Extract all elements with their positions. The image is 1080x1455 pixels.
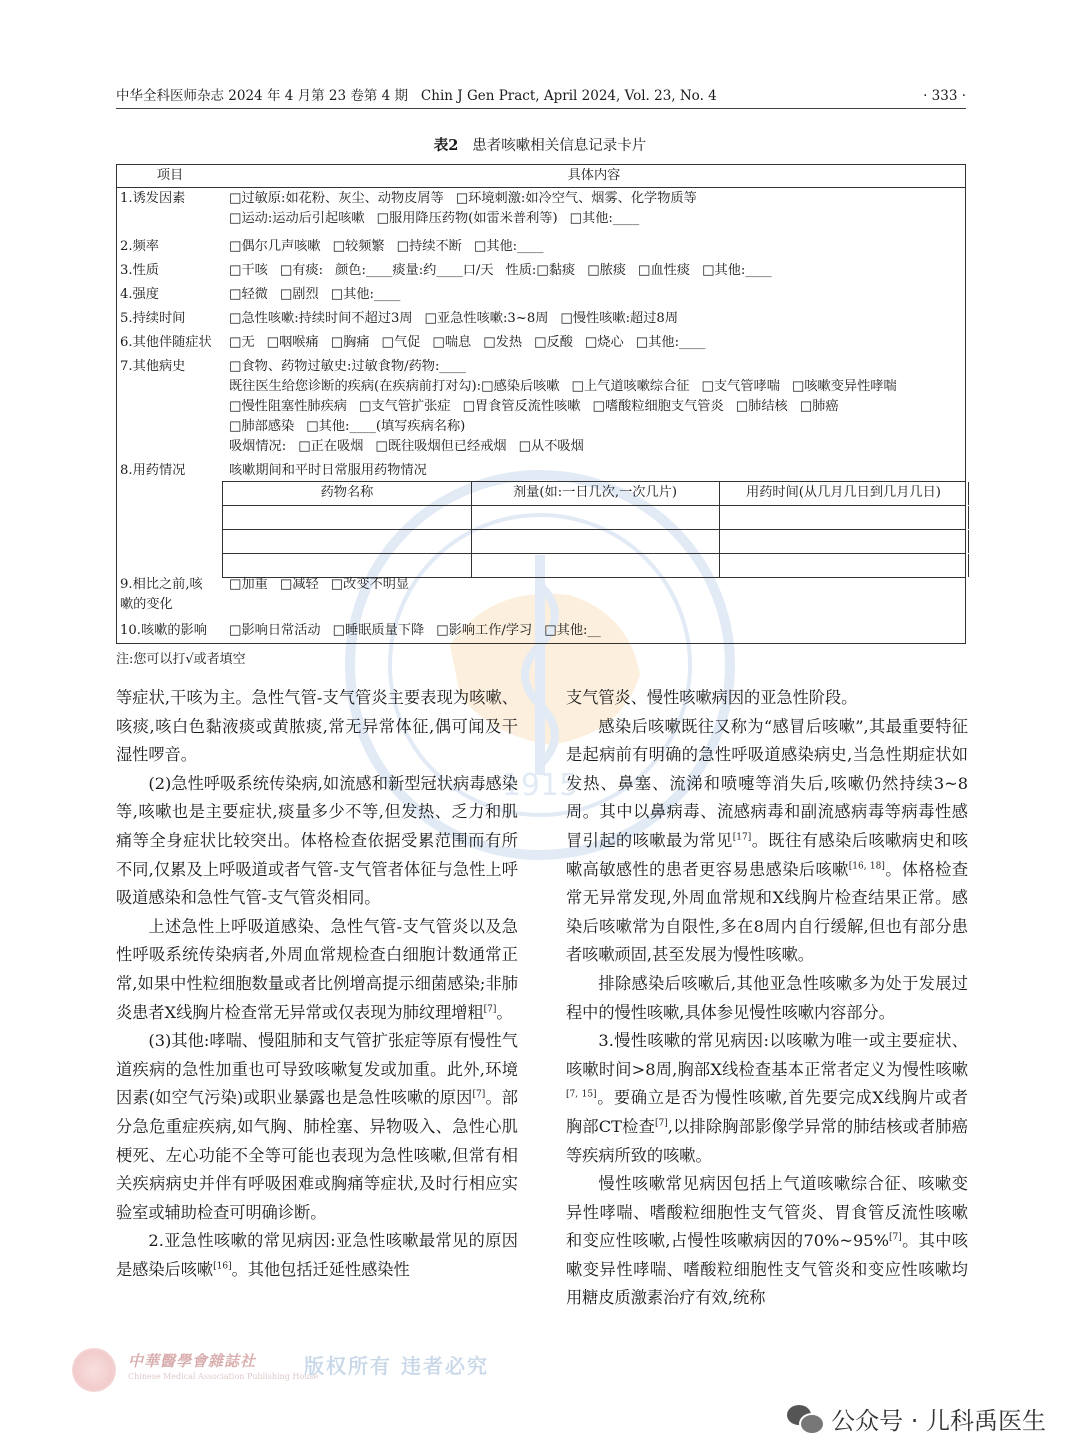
- paragraph-text: (2)急性呼吸系统传染病,如流感和新型冠状病毒感染等,咳嗽也是主要症状,痰量多少不等,但发热、乏力和肌痛等全身症状比较突出。体格检查依据受累范围而有所不同,仅累及上呼吸道或者气管-支气管者体征与急性上呼吸道感染和急性气管-支气管炎相同。: [116, 773, 518, 908]
- row-content: [229, 189, 959, 229]
- checkbox-option[interactable]: □改变不明显: [330, 577, 410, 592]
- checkbox-option[interactable]: □胃食管反流性咳嗽: [462, 399, 581, 414]
- medication-input-cell[interactable]: [471, 530, 720, 553]
- checkbox-option[interactable]: □食物、药物过敏史:过敏食物/药物:____: [229, 359, 466, 374]
- paragraph-text: 感染后咳嗽既往又称为“感冒后咳嗽”,其最重要特征是起病前有明确的急性呼吸道感染病史,当急性期症状如发热、鼻塞、流涕和喷嚏等消失后,咳嗽仍然持续3~8周。其中以鼻病毒、流感病毒和副流感病毒等病毒性感冒引起的咳嗽最为常见: [566, 716, 968, 850]
- checkbox-option[interactable]: □肺部感染: [229, 419, 295, 434]
- paragraph-text: 。体格检查常无异常发现,外周血常规和X线胸片检查结果正常。感染后咳嗽常为自限性,多在8周内自行缓解,但也有部分患者咳嗽顽固,甚至发展为慢性咳嗽。: [566, 859, 969, 965]
- checkbox-option[interactable]: □亚急性咳嗽:3~8周: [424, 311, 549, 326]
- paragraph-text: 等症状,干咳为主。急性气管-支气管炎主要表现为咳嗽、咳痰,咳白色黏液痰或黄脓痰,常无异常体征,偶可闻及干湿性啰音。: [116, 688, 518, 765]
- checkbox-option[interactable]: □上气道咳嗽综合征: [571, 379, 690, 394]
- wechat-account-name: 公众号 · 儿科禹医生: [831, 1406, 1046, 1435]
- row-content: [229, 285, 959, 305]
- checkbox-option[interactable]: □急性咳嗽:持续时间不超过3周: [229, 311, 413, 326]
- row-label: 2.频率: [120, 239, 159, 254]
- checkbox-option[interactable]: □其他:____: [569, 211, 640, 226]
- paragraph-text: 3.慢性咳嗽的常见病因:以咳嗽为唯一或主要症状、咳嗽时间>8周,胸部X线检查基本正常者定义为慢性咳嗽: [566, 1031, 968, 1079]
- table-number: 表2: [433, 137, 459, 154]
- checkbox-option[interactable]: □正在吸烟: [298, 439, 364, 454]
- cough-record-table: [116, 164, 966, 644]
- publisher-watermark: [72, 1348, 492, 1388]
- content-line: [229, 575, 959, 595]
- journal-citation: 中华全科医师杂志 2024 年 4 月第 23 卷第 4 期 Chin J Gen Pract, April 2024, Vol. 23, No. 4: [116, 88, 717, 104]
- row-divider: [117, 261, 965, 262]
- row-label: 7.其他病史: [120, 359, 186, 374]
- wechat-icon: [787, 1403, 821, 1433]
- checkbox-option[interactable]: □脓痰: [587, 263, 627, 278]
- checkbox-option[interactable]: □服用降压药物(如雷米普利等): [376, 211, 558, 226]
- content-line: [229, 237, 959, 257]
- content-line: [229, 397, 959, 417]
- checkbox-option[interactable]: □轻微: [229, 287, 268, 302]
- medication-input-cell[interactable]: [719, 506, 969, 529]
- row-content: [229, 261, 959, 281]
- content-line: [229, 285, 959, 305]
- svg-text:1915: 1915: [501, 768, 579, 803]
- body-paragraph: [116, 1027, 518, 1227]
- publisher-seal-icon: [72, 1348, 116, 1392]
- left-text-column: [116, 684, 518, 1284]
- checkbox-option[interactable]: □加重: [229, 577, 268, 592]
- checkbox-option[interactable]: □慢性阻塞性肺疾病: [229, 399, 347, 414]
- checkbox-option[interactable]: □过敏原:如花粉、灰尘、动物皮屑等: [229, 191, 444, 206]
- table-title: 患者咳嗽相关信息记录卡片: [472, 138, 647, 154]
- checkbox-option[interactable]: 既往医生给您诊断的疾病(在疾病前打对勾):□感染后咳嗽: [229, 379, 560, 394]
- checkbox-option[interactable]: □气促: [381, 335, 421, 350]
- body-paragraph: [116, 770, 518, 913]
- checkbox-option[interactable]: □发热: [483, 335, 523, 350]
- row-content: [229, 461, 959, 481]
- row-label: 8.用药情况: [120, 463, 186, 478]
- checkbox-option[interactable]: □较频繁: [332, 239, 385, 254]
- row-label: 5.持续时间: [120, 311, 186, 326]
- medication-input-cell[interactable]: [471, 506, 720, 529]
- row-divider: [117, 309, 965, 310]
- row-content: [229, 237, 959, 257]
- body-paragraph: [116, 1227, 518, 1284]
- checkbox-option[interactable]: □烧心: [584, 335, 624, 350]
- body-paragraph: [116, 684, 518, 770]
- copyright-mark: 版权所有 违者必究: [304, 1354, 489, 1378]
- running-header: [116, 86, 966, 109]
- checkbox-option[interactable]: □剧烈: [279, 287, 319, 302]
- paragraph-text: (3)其他:哮喘、慢阻肺和支气管扩张症等原有慢性气道疾病的急性加重也可导致咳嗽复发或加重。此外,环境因素(如空气污染)或职业暴露也是急性咳嗽的原因: [116, 1031, 518, 1108]
- checkbox-option[interactable]: □环境刺激:如冷空气、烟雾、化学物质等: [455, 191, 697, 206]
- checkbox-option[interactable]: □其他:____(填写疾病名称): [306, 419, 466, 434]
- citation-ref: [7]: [472, 1089, 486, 1100]
- table-note: 注:您可以打√或者填空: [116, 652, 246, 667]
- medication-table: [222, 481, 966, 578]
- medication-input-cell[interactable]: [223, 554, 472, 577]
- body-paragraph: [566, 1170, 968, 1313]
- right-text-column: [566, 684, 968, 1313]
- checkbox-option[interactable]: □偶尔几声咳嗽: [229, 239, 321, 254]
- checkbox-option[interactable]: □睡眠质量下降: [332, 623, 425, 638]
- page-number: · 333 ·: [923, 88, 966, 104]
- row-content: [229, 621, 959, 641]
- paragraph-text: 。部分急危重症疾病,如气胸、肺栓塞、异物吸入、急性心肌梗死、左心功能不全等可能也表现为急性咳嗽,但常有相关疾病病史并伴有呼吸困难或胸痛等症状,及时行相应实验室或辅助检查可明确诊断。: [116, 1088, 518, 1222]
- body-paragraph: [566, 713, 968, 970]
- citation-ref: [7]: [483, 1004, 497, 1015]
- checkbox-option[interactable]: □咽喉痛: [266, 335, 319, 350]
- row-divider: [117, 333, 965, 334]
- checkbox-option[interactable]: □其他:____: [702, 263, 772, 278]
- checkbox-option[interactable]: □干咳: [229, 263, 268, 278]
- checkbox-option[interactable]: 咳嗽期间和平时日常服用药物情况: [229, 463, 427, 478]
- medication-input-cell[interactable]: [719, 530, 969, 553]
- header-item: 项目: [156, 168, 184, 183]
- row-divider: [117, 621, 965, 622]
- header-content: 具体内容: [567, 168, 621, 183]
- paragraph-text: 。其他包括迁延性感染性: [231, 1259, 410, 1279]
- medication-header-cell: 剂量(如:一日几次,一次几片): [471, 482, 720, 505]
- checkbox-option[interactable]: □肺结核: [735, 399, 788, 414]
- row-label: 6.其他伴随症状: [120, 335, 212, 350]
- checkbox-option[interactable]: □其他:____: [473, 239, 544, 254]
- checkbox-option[interactable]: □慢性咳嗽:超过8周: [560, 311, 679, 326]
- content-line: [229, 417, 959, 437]
- row-label: 9.相比之前,咳 嗽的变化: [120, 577, 203, 612]
- paragraph-text: 。要确立是否为慢性咳嗽,首先要完成X线胸片或者胸部CT检查: [566, 1088, 968, 1136]
- checkbox-option[interactable]: □血性痰: [638, 263, 691, 278]
- row-divider: [117, 285, 965, 286]
- row-content: [229, 309, 959, 329]
- row-divider: [117, 357, 965, 358]
- checkbox-option[interactable]: □胸痛: [330, 335, 370, 350]
- content-line: [229, 309, 959, 329]
- checkbox-option[interactable]: □持续不断: [396, 239, 462, 254]
- row-label: 1.诱发因素: [120, 191, 186, 206]
- paragraph-text: 支气管炎、慢性咳嗽病因的亚急性阶段。: [566, 688, 858, 707]
- paragraph-text: 。: [496, 1002, 513, 1022]
- table-caption: [0, 136, 1080, 156]
- citation-ref: [16, 18]: [848, 861, 885, 872]
- checkbox-option[interactable]: □咳嗽变异性哮喘: [791, 379, 897, 394]
- checkbox-option[interactable]: □有痰:: [279, 263, 324, 278]
- medication-header-row: [223, 482, 966, 506]
- content-line: [229, 621, 959, 641]
- checkbox-option[interactable]: □其他:____: [330, 287, 401, 302]
- row-content: [229, 333, 959, 353]
- checkbox-option[interactable]: □反酸: [534, 335, 573, 350]
- citation-ref: [16]: [213, 1261, 232, 1272]
- paragraph-text: 上述急性上呼吸道感染、急性气管-支气管炎以及急性呼吸系统传染病者,外周血常规检查白细胞计数通常正常,如果中性粒细胞数量或者比例增高提示细菌感染;非肺炎患者X线胸片检查常无异常或仅表现为肺纹理增粗: [116, 916, 518, 1022]
- checkbox-option[interactable]: □嗜酸粒细胞支气管炎: [592, 399, 724, 414]
- checkbox-option[interactable]: □无: [229, 335, 255, 350]
- citation-ref: [17]: [732, 832, 752, 843]
- citation-ref: [7]: [888, 1232, 902, 1243]
- wechat-account-watermark: [787, 1398, 1046, 1438]
- citation-ref: [7]: [654, 1118, 668, 1129]
- content-line: [229, 261, 959, 281]
- checkbox-option[interactable]: □肺癌: [799, 399, 839, 414]
- medication-row: [223, 530, 966, 554]
- checkbox-option[interactable]: □其他:____: [635, 335, 706, 350]
- medication-input-cell[interactable]: [223, 506, 472, 529]
- paragraph-text: ,以排除胸部影像学异常的肺结核或者肺癌等疾病所致的咳嗽。: [566, 1116, 968, 1165]
- body-paragraph: [566, 970, 968, 1027]
- content-line: [229, 209, 959, 229]
- checkbox-option[interactable]: □其他:__: [544, 623, 601, 638]
- row-content: [229, 575, 959, 595]
- checkbox-option[interactable]: □影响工作/学习: [436, 623, 533, 638]
- publisher-name-en: Chinese Medical Association Publishing House: [128, 1372, 319, 1381]
- checkbox-option[interactable]: □减轻: [279, 577, 319, 592]
- medication-input-cell[interactable]: [471, 554, 720, 577]
- checkbox-option[interactable]: □从不吸烟: [518, 439, 584, 454]
- checkbox-option[interactable]: 性质:□黏痰: [505, 263, 576, 278]
- body-paragraph: [566, 1027, 968, 1170]
- publisher-name: 中華醫學會雜誌社: [128, 1352, 257, 1370]
- checkbox-option[interactable]: □运动:运动后引起咳嗽: [229, 211, 365, 226]
- medication-input-cell[interactable]: [719, 554, 969, 577]
- row-content: [229, 357, 959, 457]
- medication-header-cell: 药物名称: [223, 482, 472, 505]
- checkbox-option[interactable]: □支气管哮喘: [701, 379, 780, 394]
- medication-header-cell: 用药时间(从几月几日到几月几日): [719, 482, 969, 505]
- medication-row: [223, 506, 966, 530]
- checkbox-option[interactable]: □既往吸烟但已经戒烟: [375, 439, 507, 454]
- row-label: 10.咳嗽的影响: [120, 623, 207, 638]
- medication-input-cell[interactable]: [223, 530, 472, 553]
- paragraph-text: 排除感染后咳嗽后,其他亚急性咳嗽多为处于发展过程中的慢性咳嗽,具体参见慢性咳嗽内容部分。: [566, 973, 968, 1022]
- checkbox-option[interactable]: 吸烟情况:: [229, 439, 287, 454]
- content-line: [229, 189, 959, 209]
- paragraph-text: 。既往有感染后咳嗽病史和咳嗽高敏感性的患者更容易患感染后咳嗽: [566, 830, 969, 879]
- row-divider: [117, 461, 965, 462]
- checkbox-option[interactable]: 颜色:____痰量:约____口/天: [335, 263, 494, 278]
- content-line: [229, 461, 959, 481]
- paragraph-text: 。其中咳嗽变异性哮喘、嗜酸粒细胞性支气管炎和变应性咳嗽均用糖皮质激素治疗有效,统称: [566, 1231, 969, 1308]
- content-line: [229, 357, 959, 377]
- row-label: 3.性质: [120, 263, 159, 278]
- content-line: [229, 333, 959, 353]
- table-header-row: [117, 165, 965, 188]
- checkbox-option[interactable]: □影响日常活动: [229, 623, 321, 638]
- row-divider: [117, 237, 965, 238]
- citation-ref: [7, 15]: [566, 1089, 597, 1100]
- row-divider: [117, 575, 965, 576]
- row-label: 4.强度: [120, 287, 159, 302]
- paragraph-text: 慢性咳嗽常见病因包括上气道咳嗽综合征、咳嗽变异性哮喘、嗜酸粒细胞性支气管炎、胃食管反流性咳嗽和变应性咳嗽,占慢性咳嗽病因的70%~95%: [566, 1174, 968, 1251]
- checkbox-option[interactable]: □喘息: [432, 335, 472, 350]
- body-paragraph: [116, 913, 518, 1027]
- medication-row: [223, 554, 966, 577]
- paragraph-text: 2.亚急性咳嗽的常见病因:亚急性咳嗽最常见的原因是感染后咳嗽: [116, 1231, 518, 1279]
- content-line: [229, 377, 959, 397]
- body-paragraph: [566, 684, 968, 713]
- content-line: [229, 437, 959, 457]
- checkbox-option[interactable]: □支气管扩张症: [358, 399, 451, 414]
